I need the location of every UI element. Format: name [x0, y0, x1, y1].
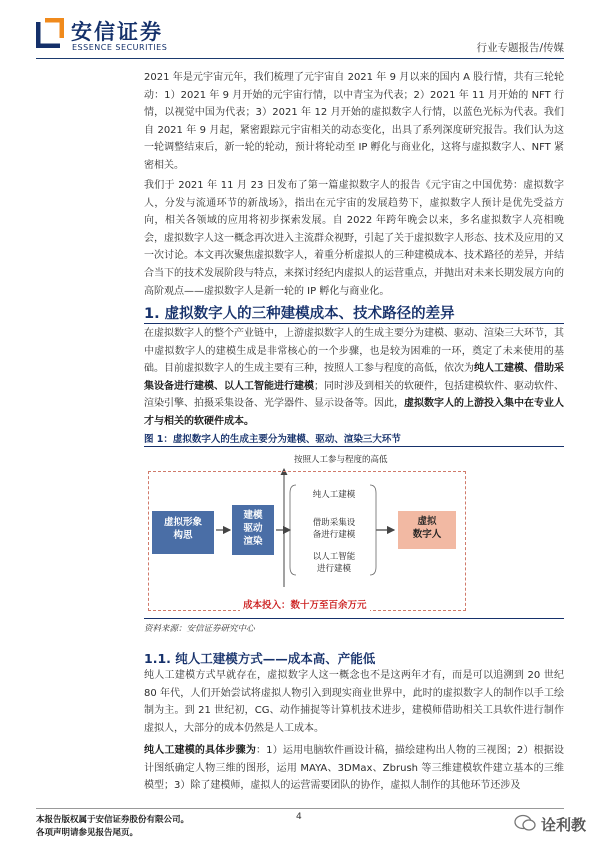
- figure-1-source: 资料来源：安信证券研究中心: [144, 624, 255, 634]
- section-1-1-heading: 1.1. 纯人工建模方式——成本高、产能低: [144, 651, 376, 666]
- section-1-bold-methods: 纯人工建模、借助采集设备进行建模、以人工智能进行建模: [144, 363, 564, 392]
- page-number: 4: [296, 812, 302, 822]
- company-logo: [36, 14, 186, 54]
- intro-paragraph-2: 我们于 2021 年 11 月 23 日发布了第一篇虚拟数字人的报告《元宇宙之中国优势：虚拟数字人，分发与流通环节的新战场》，指出在元宇宙的发展趋势下，虚拟数字人预计是优先受益方向，相关各领域的应用将初步探索发展。自 2022 年跨年晚会以来，多名虚拟数字人亮相晚会，虚拟数字人这一概念再次进入主流群众视野，引起了关于虚拟数字人形态、技术及应用的又一次讨论。本文再次聚焦虚拟数字人，着重分析虚拟人的三种建模成本、技术路径的差异，并结合当下的技术发展阶段与特点，来探讨经纪内虚拟人的运营重点，并抛出对未来长期发展方向的高阶观点——虚拟数字人是新一轮的 IP 孵化与商业化。: [144, 180, 564, 297]
- essence-logo-icon: [36, 18, 64, 48]
- footer-divider: [36, 808, 564, 809]
- cost-dashed-frame: [148, 471, 466, 611]
- page-header: [0, 0, 600, 66]
- cost-input-label: 成本投入：数十万至百余万元: [240, 597, 370, 611]
- logo-english-name: ESSENCE SECURITIES: [72, 43, 168, 52]
- header-divider: [36, 58, 564, 59]
- process-box-modeling: 建模 驱动 渲染: [232, 505, 274, 555]
- section-1-underline: [144, 323, 564, 324]
- input-box-concept: 虚拟形象 构思: [152, 511, 214, 554]
- section-1-text-start: 在虚拟数字人的整个产业链中，上游虚拟数字人的生成主要分为建模、驱动、渲染三大环节，其中虚拟数字人的建模生成是非常核心的一个步骤，也是较为困难的一环，奠定了未来使用的基础。目前虚拟数字人的生成主要有三种，按照人工参与程度的高低，依次为: [144, 328, 564, 375]
- step-ai-modeling: 以人工智能 进行建模: [312, 552, 356, 574]
- section-1-bold-conclusion: 虚拟数字人的上游投入集中在专业人才与相关的软硬件成本。: [144, 398, 564, 427]
- figure-1-title: 图 1：虚拟数字人的生成主要分为建模、驱动、渲染三大环节: [144, 434, 401, 445]
- section-1-1-paragraph-2: [144, 742, 564, 795]
- step-device-modeling: 借助采集设 备进行建模: [312, 518, 356, 540]
- logo-chinese-name: 安信证券: [71, 20, 163, 44]
- participation-axis-label: 按照人工参与程度的高低: [294, 455, 388, 465]
- section-1-1-steps-text: ：1）运用电脑软件画设计稿，描绘建构出人物的三视图；2）根据设计图纸确定人物三维的图形，运用 MAYA、3DMax、Zbrush 等三维建模软件建立基本的三维模型；3）除了建模师，虚拟人的运营需要团队的协作，虚拟人制作的其他环节还涉及: [144, 745, 564, 792]
- section-1-1-bold-steps: 纯人工建模的具体步骤为: [144, 745, 256, 756]
- wechat-icon: [514, 814, 536, 832]
- figure-1-diagram: [144, 447, 564, 617]
- watermark-text: 诠利教: [540, 816, 586, 834]
- footer-disclaimer: 各项声明请参见报告尾页。: [36, 828, 139, 838]
- footer-copyright: 本报告版权属于安信证券股份有限公司。: [36, 815, 190, 825]
- step-manual-modeling: 纯人工建模: [312, 490, 356, 500]
- intro-paragraph-1: 2021 年是元宇宙元年，我们梳理了元宇宙自 2021 年 9 月以来的国内 A 股行情，共有三轮轮动：1）2021 年 9 月开始的元宇宙行情，以中青宝为代表；2）2021 年 11 月开始的 NFT 行情，以视觉中国为代表；3）2021 年 12 月开始的虚拟数字人行情，以蓝色光标为代表。我们自 2021 年 9 月起，紧密跟踪元宇宙相关的动态变化，出具了系列深度研究报告。我们认为这一轮调整结束后，新一轮的轮动，预计将轮动至 IP 孵化与商业化，这将与虚拟数字人、NFT 紧密相关。: [144, 72, 564, 171]
- report-type-label: 行业专题报告/传媒: [476, 42, 564, 54]
- section-1-heading: 1. 虚拟数字人的三种建模成本、技术路径的差异: [144, 306, 455, 322]
- output-box-digital-human: 虚拟 数字人: [398, 511, 456, 549]
- section-1-paragraph: [144, 325, 564, 431]
- figure-1-bottom-rule: [144, 618, 564, 619]
- section-1-1-paragraph-1: 纯人工建模方式早就存在，虚拟数字人这一概念也不是这两年才有，而是可以追溯到 20 世纪 80 年代，人们开始尝试将虚拟人物引入到现实商业世界中，此时的虚拟数字人的制作以手工绘制为主。到 21 世纪初，CG、动作捕捉等计算机技术进步，建模师借助相关工具软件进行制作虚拟人，大部分的成本仍然是人工成本。: [144, 670, 564, 734]
- section-1-text-mid: ；同时涉及到相关的软硬件，包括建模软件、驱动软件、渲染引擎、拍摄采集设备、光学器件、显示设备等。因此，: [144, 380, 564, 410]
